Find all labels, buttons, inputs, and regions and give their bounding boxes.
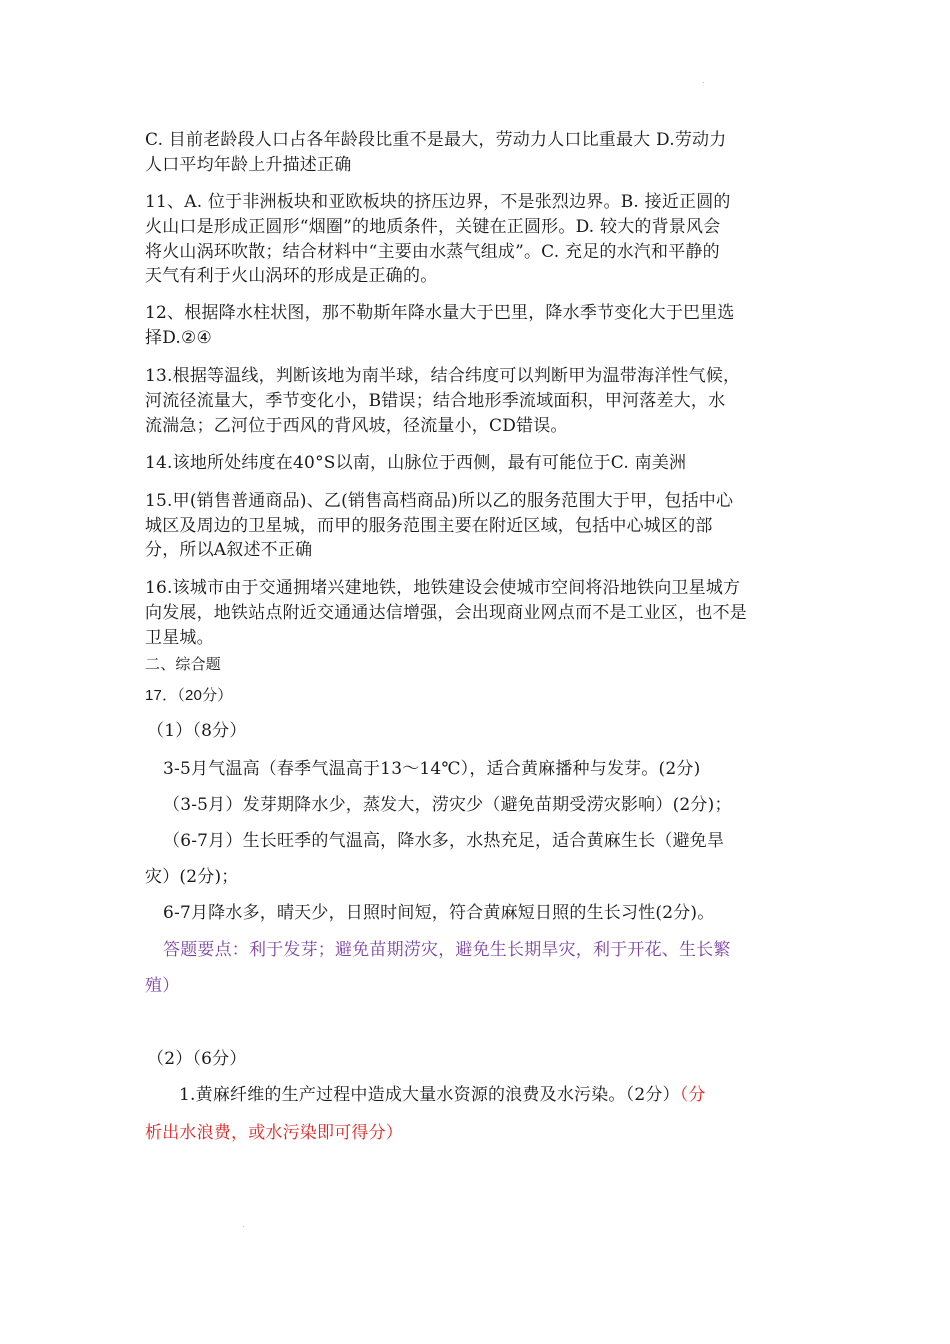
answer-12-line: 12、根据降水柱状图，那不勒斯年降水量大于巴里，降水季节变化大于巴里选	[145, 303, 735, 323]
part-2-answer-text: 1.黄麻纤维的生产过程中造成大量水资源的浪费及水污染。（2分）	[179, 1085, 680, 1105]
answer-16-line: 卫星城。	[145, 628, 214, 648]
answer-16-line: 16.该城市由于交通拥堵兴建地铁，地铁建设会使城市空间将沿地铁向卫星城方	[145, 578, 741, 598]
part-1-heading: （1）（8分）	[147, 721, 247, 741]
scan-speck	[703, 82, 704, 83]
part-1-answer-line: （6-7月）生长旺季的气温高，降水多，水热充足，适合黄麻生长（避免旱	[163, 831, 725, 851]
answer-11-line: 火山口是形成正圆形“烟圈”的地质条件，关键在正圆形。D. 较大的背景风会	[145, 217, 721, 237]
answer-13-line: 13.根据等温线，判断该地为南半球，结合纬度可以判断甲为温带海洋性气候，	[145, 366, 741, 386]
part-2-heading: （2）（6分）	[147, 1049, 247, 1069]
question-17-heading: 17．（20分）	[145, 687, 233, 704]
answer-15-line: 城区及周边的卫星城，而甲的服务范围主要在附近区域，包括中心城区的部	[145, 516, 713, 536]
part-1-answer-line: （3-5月）发芽期降水少，蒸发大，涝灾少（避免苗期受涝灾影响）(2分)；	[163, 795, 732, 815]
part-1-answer-line: 3-5月气温高（春季气温高于13～14℃），适合黄麻播种与发芽。(2分)	[163, 759, 701, 779]
answer-11-line: 将火山涡环吹散；结合材料中“主要由水蒸气组成”。C. 充足的水汽和平静的	[145, 242, 720, 262]
answer-14-line: 14.该地所处纬度在40°S以南，山脉位于西侧，最有可能位于C. 南美洲	[145, 453, 687, 473]
answer-16-line: 向发展，地铁站点附近交通通达信增强，会出现商业网点而不是工业区，也不是	[145, 603, 747, 623]
answer-11-line: 11、A. 位于非洲板块和亚欧板块的挤压边界，不是张烈边界。B. 接近正圆的	[145, 192, 731, 212]
text-line: C. 目前老龄段人口占各年龄段比重不是最大，劳动力人口比重最大 D.劳动力	[145, 130, 727, 150]
answer-11-line: 天气有利于火山涡环的形成是正确的。	[145, 266, 438, 286]
scoring-note: （分	[679, 1085, 706, 1105]
section-heading: 二、综合题	[145, 655, 222, 673]
answer-12-line: 择D.②④	[145, 328, 212, 348]
text-line: 人口平均年龄上升描述正确	[145, 155, 352, 175]
part-2-answer-line	[179, 1083, 706, 1107]
answer-key-note: 答题要点：利于发芽；避免苗期涝灾，避免生长期旱灾，利于开花、生长繁	[163, 940, 731, 960]
answer-13-line: 河流径流量大，季节变化小，B错误；结合地形季流域面积，甲河落差大，水	[145, 391, 726, 411]
answer-15-line: 15.甲(销售普通商品)、乙(销售高档商品)所以乙的服务范围大于甲，包括中心	[145, 491, 734, 511]
part-1-answer-line: 灾）(2分)；	[145, 867, 239, 887]
scan-speck	[243, 1226, 244, 1227]
scoring-note: 析出水浪费，或水污染即可得分）	[145, 1123, 403, 1143]
part-1-answer-line: 6-7月降水多，晴天少，日照时间短，符合黄麻短日照的生长习性(2分)。	[163, 903, 715, 923]
answer-13-line: 流湍急；乙河位于西风的背风坡，径流量小，CD错误。	[145, 416, 568, 436]
answer-key-note: 殖）	[145, 976, 180, 996]
answer-15-line: 分，所以A叙述不正确	[145, 540, 313, 560]
